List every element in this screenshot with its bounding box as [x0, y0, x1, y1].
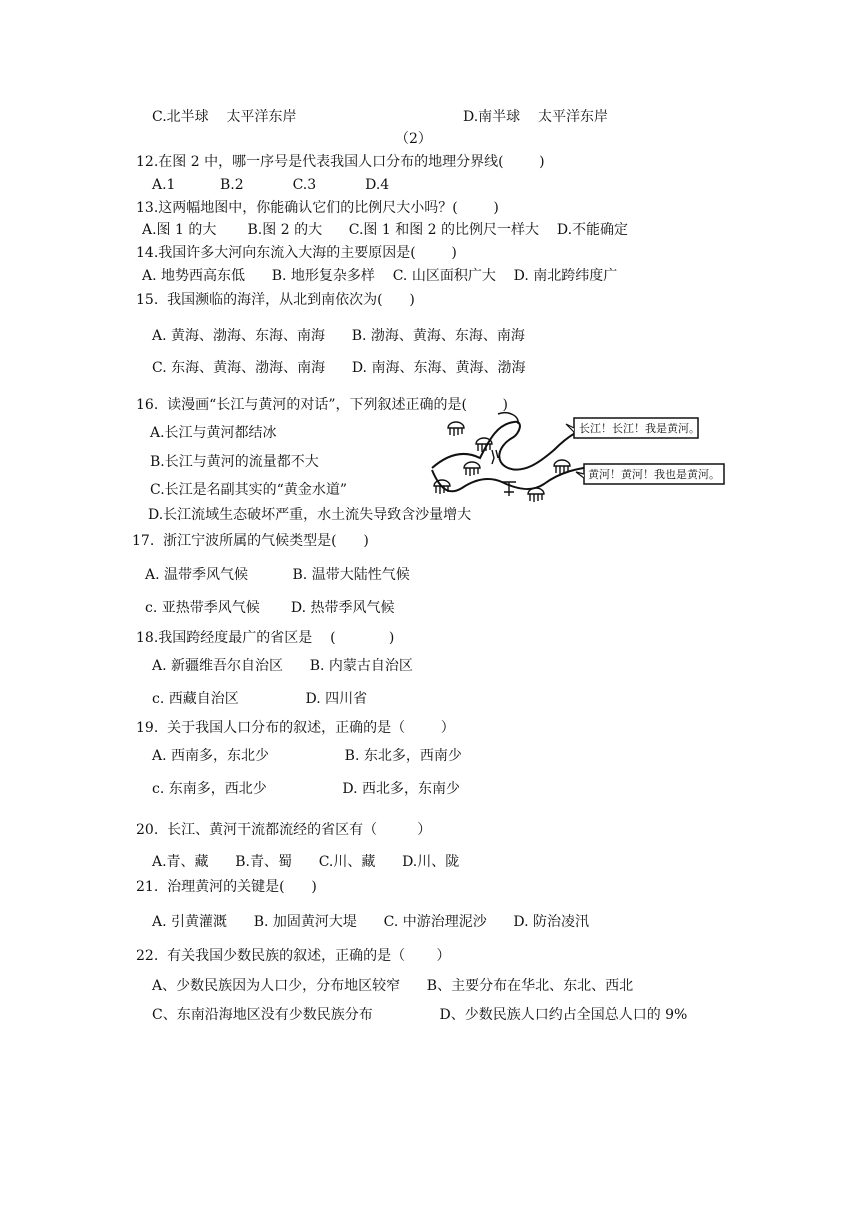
option-line: D.南半球 太平洋东岸 — [463, 109, 608, 125]
question-15: 15. 我国濒临的海洋，从北到南依次为( ) — [136, 292, 415, 308]
question-21: 21. 治理黄河的关键是( ) — [136, 879, 317, 895]
options-15-row-1: A. 黄海、渤海、东海、南海 B. 渤海、黄海、东海、南海 — [152, 328, 525, 344]
option-16-c: C.长江是名副其实的“黄金水道” — [150, 482, 347, 498]
options-22-row-1: A、少数民族因为人口少，分布地区较窄 B、主要分布在华北、东北、西北 — [152, 978, 634, 994]
options-21: A. 引黄灌溉 B. 加固黄河大堤 C. 中游治理泥沙 D. 防治凌汛 — [152, 914, 590, 930]
question-16: 16. 读漫画“长江与黄河的对话”，下列叙述正确的是( ) — [136, 397, 509, 413]
options-12: A.1 B.2 C.3 D.4 — [152, 177, 390, 193]
question-22: 22. 有关我国少数民族的叙述，正确的是（ ） — [136, 948, 451, 964]
question-13: 13.这两幅地图中，你能确认它们的比例尺大小吗？( ) — [136, 200, 499, 216]
option-16-d: D.长江流域生态破坏严重，水土流失导致含沙量增大 — [148, 507, 472, 523]
question-17: 17. 浙江宁波所属的气候类型是( ) — [132, 533, 369, 549]
question-14: 14.我国许多大河向东流入大海的主要原因是( ) — [136, 245, 457, 261]
options-15-row-2: C. 东海、黄海、渤海、南海 D. 南海、东海、黄海、渤海 — [152, 360, 526, 376]
option-line: C.北半球 太平洋东岸 — [152, 109, 297, 125]
options-19-row-1: A. 西南多，东北少 B. 东北多，西南少 — [152, 748, 462, 764]
question-18: 18.我国跨经度最广的省区是 ( ) — [136, 630, 395, 646]
bubble-changjiang: 黄河！黄河！我也是黄河。 — [588, 468, 720, 481]
options-13: A.图 1 的大 B.图 2 的大 C.图 1 和图 2 的比例尺一样大 D.不能确定 — [142, 222, 629, 238]
option-16-b: B.长江与黄河的流量都不大 — [150, 454, 319, 470]
options-17-row-1: A. 温带季风气候 B. 温带大陆性气候 — [145, 567, 410, 583]
options-14: A. 地势西高东低 B. 地形复杂多样 C. 山区面积广大 D. 南北跨纬度广 — [142, 268, 618, 284]
question-12: 12.在图 2 中，哪一序号是代表我国人口分布的地理分界线( ) — [136, 154, 545, 170]
options-20: A.青、藏 B.青、蜀 C.川、藏 D.川、陇 — [152, 854, 460, 870]
options-19-row-2: c. 东南多，西北少 D. 西北多，东南少 — [152, 781, 461, 797]
figure-caption: （2） — [395, 131, 432, 147]
question-20: 20. 长江、黄河干流都流经的省区有（ ） — [136, 822, 432, 838]
river-dialogue-cartoon — [428, 410, 728, 520]
question-19: 19. 关于我国人口分布的叙述，正确的是（ ） — [136, 720, 455, 736]
options-18-row-1: A. 新疆维吾尔自治区 B. 内蒙古自治区 — [152, 658, 413, 674]
bubble-huanghe: 长江！长江！我是黄河。 — [579, 422, 700, 435]
options-18-row-2: c. 西藏自治区 D. 四川省 — [152, 691, 368, 707]
options-22-row-2: C、东南沿海地区没有少数民族分布 D、少数民族人口约占全国总人口的 9% — [152, 1007, 688, 1023]
options-17-row-2: c. 亚热带季风气候 D. 热带季风气候 — [145, 600, 395, 616]
option-16-a: A.长江与黄河都结冰 — [150, 425, 277, 441]
creature-icons — [434, 422, 570, 502]
